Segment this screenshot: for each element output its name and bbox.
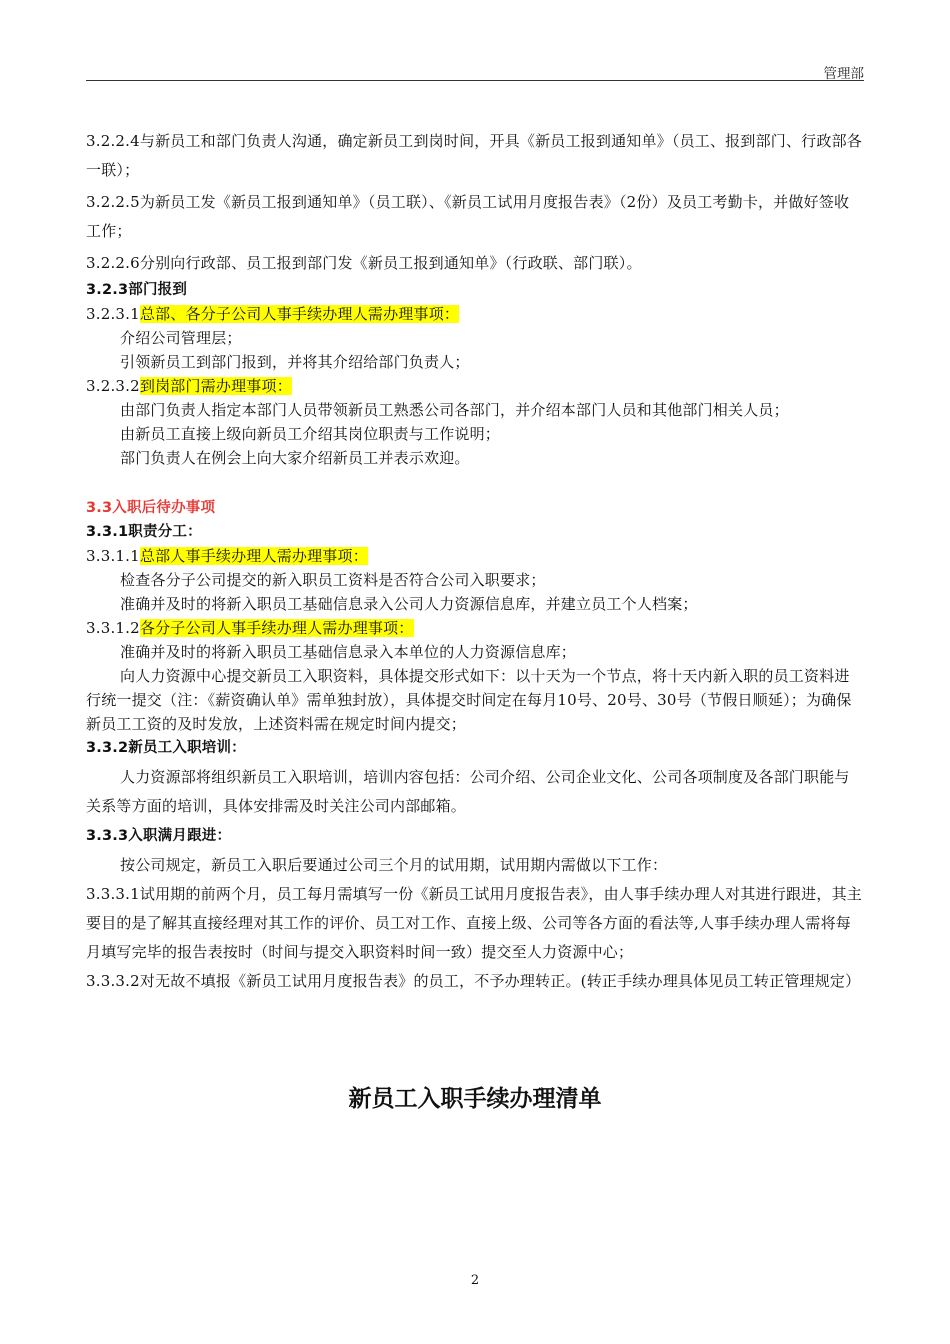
list-line: 部门负责人在例会上向大家介绍新员工并表示欢迎。 <box>120 449 470 467</box>
list-line: 准确并及时的将新入职员工基础信息录入本单位的人力资源信息库； <box>120 643 577 661</box>
list-line: 由部门负责人指定本部门人员带领新员工熟悉公司各部门，并介绍本部门人员和其他部门相关人员； <box>120 401 789 419</box>
page-number: 2 <box>470 1273 480 1288</box>
item-3-3-1-1 <box>86 544 864 568</box>
heading-3-3-1: 3.3.1职责分工： <box>86 524 202 540</box>
highlighted-text: 到岗部门需办理事项： <box>139 377 292 395</box>
paragraph-3-3-3-1: 3.3.3.1试用期的前两个月，员工每月需填写一份《新员工试用月度报告表》，由人事手续办理人对其进行跟进，其主要目的是了解其直接经理对其工作的评价、员工对工作、直接上级、公司等各方面的看法等,人事手续办理人需将每月填写完毕的报告表按时（时间与提交入职资料时间一致）提交至人力资源中心； <box>86 885 862 961</box>
highlighted-text: 各分子公司人事手续办理人需办理事项： <box>139 619 414 637</box>
training-paragraph: 人力资源部将组织新员工入职培训，培训内容包括：公司介绍、公司企业文化、公司各项制度及各部门职能与关系等方面的培训，具体安排需及时关注公司内部邮箱。 <box>86 768 850 815</box>
header-rule <box>86 80 864 81</box>
list-line: 准确并及时的将新入职员工基础信息录入公司人力资源信息库，并建立员工个人档案； <box>120 595 698 613</box>
heading-3-3-2: 3.3.2新员工入职培训： <box>86 740 246 756</box>
paragraph-3-2-2-5: 3.2.2.5为新员工发《新员工报到通知单》（员工联）、《新员工试用月度报告表》（2份）及员工考勤卡，并做好签收工作； <box>86 193 850 240</box>
header-dept: 管理部 <box>823 66 864 82</box>
item-number: 3.3.1.2 <box>86 619 140 637</box>
probation-intro: 按公司规定，新员工入职后要通过公司三个月的试用期，试用期内需做以下工作： <box>120 856 668 874</box>
list-line: 检查各分子公司提交的新入职员工资料是否符合公司入职要求； <box>120 571 546 589</box>
heading-3-2-3: 3.2.3部门报到 <box>86 282 188 298</box>
item-number: 3.2.3.2 <box>86 377 140 395</box>
item-3-2-3-2 <box>86 374 864 398</box>
paragraph-3-2-2-6: 3.2.2.6分别向行政部、员工报到部门发《新员工报到通知单》（行政联、部门联）。 <box>86 254 642 272</box>
list-line: 介绍公司管理层； <box>120 329 242 347</box>
paragraph-3-3-3-2: 3.3.3.2对无故不填报《新员工试用月度报告表》的员工，不予办理转正。(转正手续办理具体见员工转正管理规定） <box>86 972 861 990</box>
list-line: 引领新员工到部门报到，并将其介绍给部门负责人； <box>120 353 470 371</box>
list-line: 由新员工直接上级向新员工介绍其岗位职责与工作说明； <box>120 425 501 443</box>
item-number: 3.3.1.1 <box>86 547 140 565</box>
highlighted-text: 总部人事手续办理人需办理事项： <box>139 547 368 565</box>
highlighted-text: 总部、各分子公司人事手续办理人需办理事项： <box>139 305 460 323</box>
heading-3-3-3: 3.3.3入职满月跟进： <box>86 828 232 844</box>
item-3-2-3-1 <box>86 302 864 326</box>
document-body <box>86 127 864 996</box>
paragraph-3-2-2-4: 3.2.2.4与新员工和部门负责人沟通，确定新员工到岗时间，开具《新员工报到通知单》（员工、报到部门、行政部各一联）； <box>86 132 862 179</box>
submission-paragraph: 向人力资源中心提交新员工入职资料，具体提交形式如下：以十天为一个节点，将十天内新入职的员工资料进行统一提交（注：《薪资确认单》需单独封放），具体提交时间定在每月10号、20号、30号（节假日顺延）；为确保新员工工资的及时发放，上述资料需在规定时间内提交； <box>86 667 852 733</box>
item-number: 3.2.3.1 <box>86 305 140 323</box>
document-title: 新员工入职手续办理清单 <box>348 1086 602 1112</box>
section-heading-3-3: 3.3入职后待办事项 <box>86 500 216 516</box>
item-3-3-1-2 <box>86 616 864 640</box>
